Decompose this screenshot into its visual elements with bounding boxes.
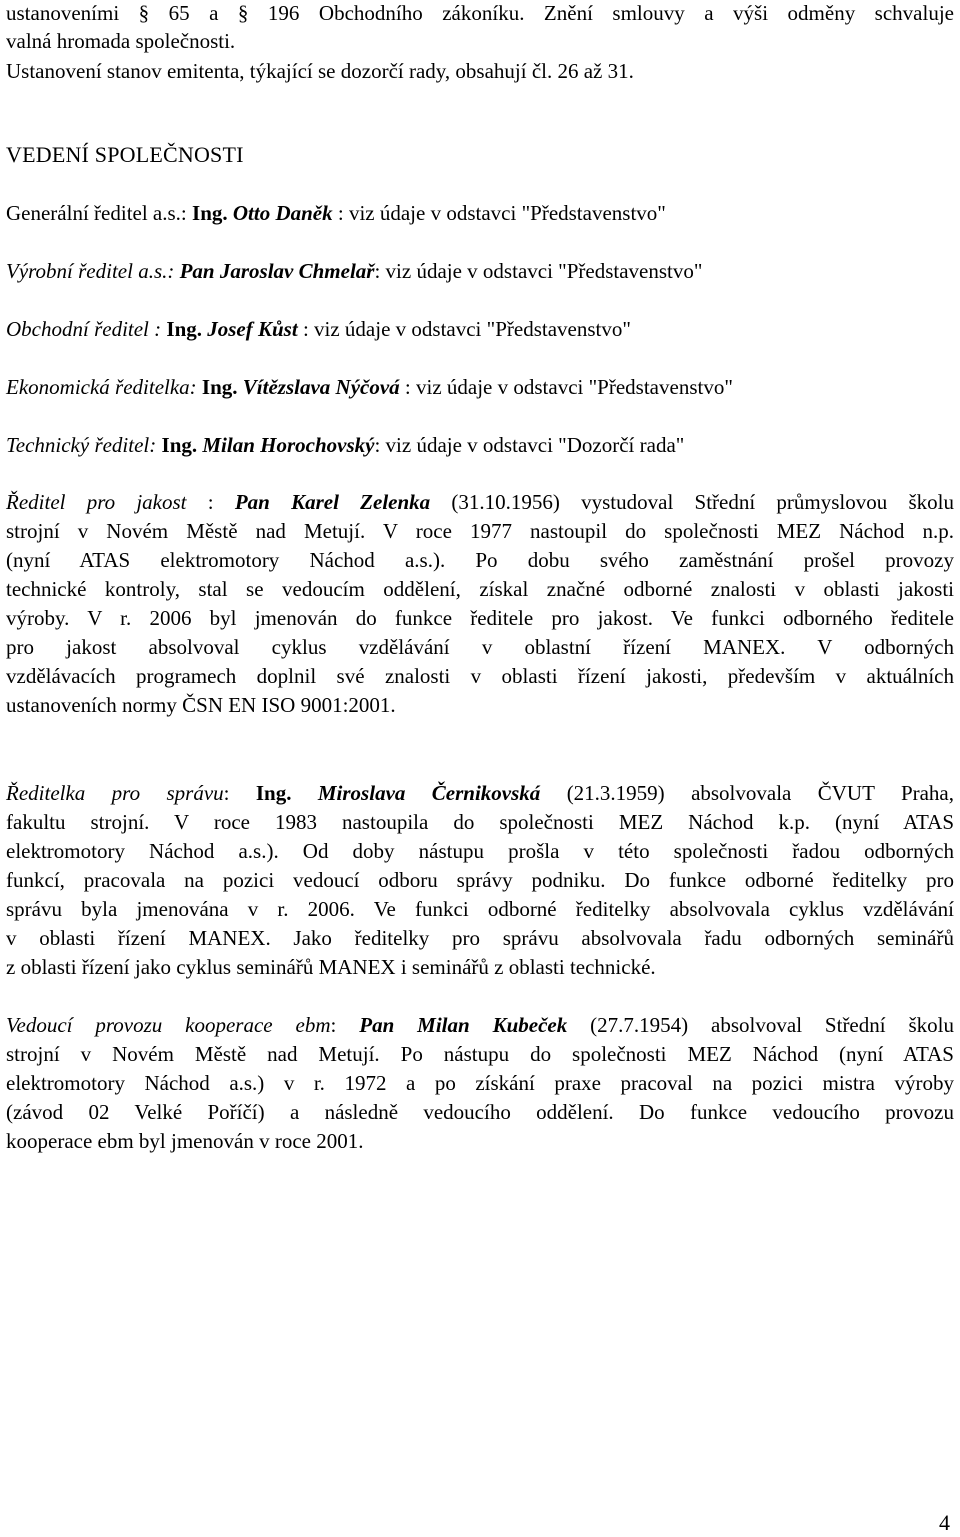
- role-description: : viz údaje v odstavci "Představenstvo": [374, 259, 703, 283]
- role-description: : viz údaje v odstavci "Představenstvo": [332, 201, 666, 225]
- person-name: Milan Horochovský: [197, 433, 375, 457]
- role-description: : viz údaje v odstavci "Dozorčí rada": [374, 433, 685, 457]
- bio-coop-line: strojní v Novém Městě nad Metují. Po nástupu do společnosti MEZ Náchod (nyní ATAS: [6, 1042, 954, 1066]
- page-number: 4: [939, 1510, 950, 1535]
- bio-quality-line-1: [6, 489, 954, 515]
- bio-admin-line-1: [6, 780, 954, 806]
- management-item-sales: [6, 316, 631, 342]
- person-title: Ing.: [166, 317, 202, 341]
- person-name: Josef Kůst: [202, 317, 298, 341]
- bio-coop-line-1: [6, 1012, 954, 1038]
- bio-admin-line: elektromotory Náchod a.s.). Od doby nástupu prošla v této společnosti řadou odborných: [6, 839, 954, 863]
- bio-admin-line: v oblasti řízení MANEX. Jako ředitelky pro správu absolvovala řadu odborných seminářů: [6, 926, 954, 950]
- bio-admin-line: funkcí, pracovala na pozici vedoucí odboru správy podniku. Do funkce odborné ředitelky pro: [6, 868, 954, 892]
- bio-quality-line: ustanoveních normy ČSN EN ISO 9001:2001.: [6, 693, 396, 717]
- bio-quality-line: výroby. V r. 2006 byl jmenován do funkce ředitele pro jakost. Ve funkci odborného ředitele: [6, 606, 954, 630]
- bio-coop-line: kooperace ebm byl jmenován v roce 2001.: [6, 1129, 364, 1153]
- intro-line-3: Ustanovení stanov emitenta, týkající se dozorčí rady, obsahují čl. 26 až 31.: [6, 59, 634, 83]
- role-label: Generální ředitel a.s.:: [6, 201, 193, 225]
- section-heading: VEDENÍ SPOLEČNOSTI: [6, 142, 244, 167]
- management-item-production: [6, 258, 702, 284]
- role-label: Ekonomická ředitelka:: [6, 375, 202, 399]
- separator: :: [223, 781, 256, 805]
- management-item-finance: [6, 374, 733, 400]
- role-label: Výrobní ředitel a.s.:: [6, 259, 180, 283]
- intro-line-1: ustanoveními § 65 a § 196 Obchodního zákoníku. Znění smlouvy a výši odměny schvaluje: [6, 1, 954, 25]
- bio-quality-line: pro jakost absolvoval cyklus vzdělávání v oblastní řízení MANEX. V odborných: [6, 635, 954, 659]
- person-title: Ing.: [255, 781, 292, 805]
- bio-admin-line: fakultu strojní. V roce 1983 nastoupila do společnosti MEZ Náchod k.p. (nyní ATAS: [6, 810, 954, 834]
- person-name: Miroslava Černikovská: [291, 781, 541, 805]
- role-label: Vedoucí provozu kooperace ebm: [6, 1013, 331, 1037]
- person-name: Otto Daněk: [227, 201, 333, 225]
- bio-text: (31.10.1956) vystudoval Střední průmyslovou školu: [430, 490, 955, 514]
- role-description: : viz údaje v odstavci "Představenstvo": [399, 375, 733, 399]
- bio-quality-line: (nyní ATAS elektromotory Náchod a.s.). Po dobu svého zaměstnání prošel provozy: [6, 548, 954, 572]
- bio-coop-line: (závod 02 Velké Poříčí) a následně vedoucího oddělení. Do funkce vedoucího provozu: [6, 1100, 954, 1124]
- bio-text: (27.7.1954) absolvoval Střední školu: [567, 1013, 954, 1037]
- person-title: Ing.: [192, 201, 228, 225]
- bio-quality-line: vzdělávacích programech doplnil své znalosti v oblasti řízení jakosti, především v aktuálních: [6, 664, 954, 688]
- management-item-technical: [6, 432, 684, 458]
- intro-line-2: valná hromada společnosti.: [6, 29, 236, 53]
- management-item-ceo: [6, 200, 666, 226]
- person-name: Pan Jaroslav Chmelař: [179, 259, 375, 283]
- role-label: Ředitel pro jakost: [6, 490, 187, 514]
- person-title: Ing.: [161, 433, 198, 457]
- separator: :: [186, 490, 235, 514]
- bio-admin-line: z oblasti řízení jako cyklus seminářů MANEX i seminářů z oblasti technické.: [6, 955, 656, 979]
- person-name: Pan Karel Zelenka: [234, 490, 431, 514]
- person-name: Pan Milan Kubeček: [359, 1013, 568, 1037]
- role-label: Ředitelka pro správu: [6, 781, 224, 805]
- person-title: Ing.: [201, 375, 238, 399]
- role-label: Technický ředitel:: [6, 433, 162, 457]
- bio-text: (21.3.1959) absolvovala ČVUT Praha,: [540, 781, 955, 805]
- role-label: Obchodní ředitel :: [6, 317, 167, 341]
- role-description: : viz údaje v odstavci "Představenstvo": [297, 317, 631, 341]
- bio-quality-line: technické kontroly, stal se vedoucím oddělení, získal značné odborné znalosti v oblasti jakosti: [6, 577, 954, 601]
- bio-quality-line: strojní v Novém Městě nad Metují. V roce 1977 nastoupil do společnosti MEZ Náchod n.p.: [6, 519, 954, 543]
- separator: :: [330, 1013, 360, 1037]
- bio-admin-line: správu byla jmenována v r. 2006. Ve funkci odborné ředitelky absolvovala cyklus vzdělávání: [6, 897, 954, 921]
- person-name: Vítězslava Nýčová: [237, 375, 400, 399]
- bio-coop-line: elektromotory Náchod a.s.) v r. 1972 a po získání praxe pracoval na pozici mistra výroby: [6, 1071, 954, 1095]
